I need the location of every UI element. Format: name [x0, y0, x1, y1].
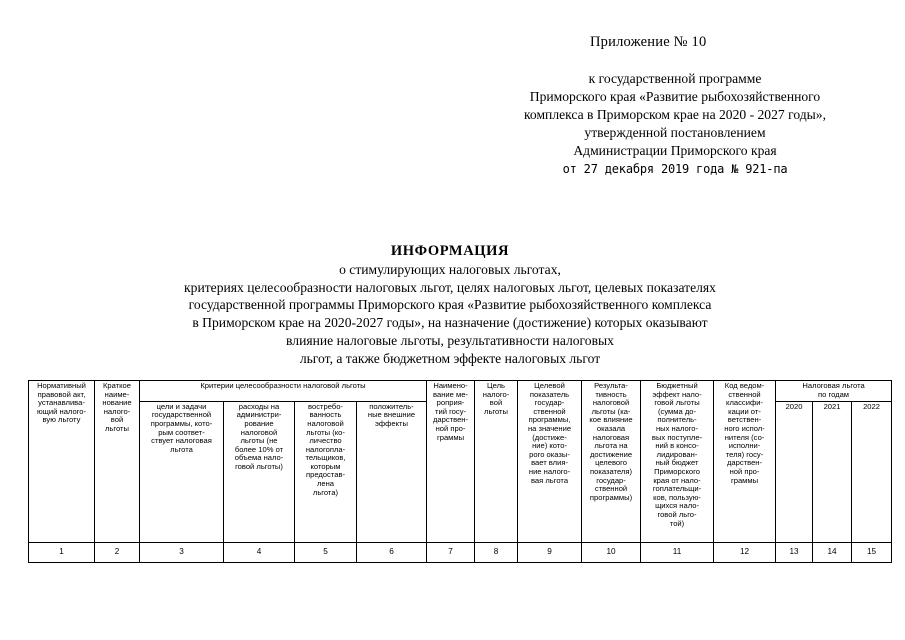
appendix-block — [480, 70, 870, 178]
header-benefit-name: Краткое наиме- нование налого- вой льготы — [95, 381, 140, 543]
heading-line: влияние налоговые льготы, результативности налоговых — [286, 332, 614, 348]
appendix-line: Администрации Приморского края — [573, 143, 777, 158]
heading-line: льгот, а также бюджетном эффекте налоговых льгот — [299, 350, 601, 366]
column-number: 6 — [357, 543, 427, 563]
appendix-decree: от 27 декабря 2019 года № 921-па — [562, 162, 788, 176]
appendix-line: Приморского края «Развитие рыбохозяйственного — [529, 89, 821, 104]
tax-benefits-table — [28, 380, 892, 563]
appendix-line: утвержденной постановлением — [584, 125, 766, 140]
header-years-group: Налоговая льгота по годам — [776, 381, 892, 402]
column-number: 9 — [518, 543, 582, 563]
appendix-line: к государственной программе — [588, 71, 762, 86]
header-program-activities: Наимено- вание ме- роприя- тий госу- дарствен- ной про- граммы — [427, 381, 475, 543]
header-criteria-demand: востребо- ванность налоговой льготы (ко- личество налогопла- тельщиков, которым предостав- лена льгота) — [295, 401, 357, 543]
column-number: 5 — [295, 543, 357, 563]
appendix-title: Приложение № 10 — [590, 34, 707, 50]
column-number: 2 — [95, 543, 140, 563]
header-year-2020: 2020 — [776, 401, 813, 543]
header-year-2021: 2021 — [813, 401, 852, 543]
document-title: ИНФОРМАЦИЯ — [390, 243, 510, 259]
appendix-line: комплекса в Приморском крае на 2020 - 2027 годы», — [524, 107, 826, 122]
heading-line: государственной программы Приморского края «Развитие рыбохозяйственного комплекса — [188, 297, 712, 313]
column-number: 14 — [813, 543, 852, 563]
header-benefit-goal: Цель налого- вой льготы — [475, 381, 518, 543]
column-number: 11 — [641, 543, 714, 563]
column-number: 3 — [140, 543, 224, 563]
column-number: 12 — [714, 543, 776, 563]
header-criteria-effects: положитель- ные внешние эффекты — [357, 401, 427, 543]
heading-line: о стимулирующих налоговых льготах, — [339, 261, 561, 277]
column-number: 13 — [776, 543, 813, 563]
column-number: 1 — [29, 543, 95, 563]
header-legal-act: Нормативный правовой акт, устанавлива- ющий налого- вую льготу — [29, 381, 95, 543]
header-year-2022: 2022 — [852, 401, 892, 543]
column-number: 15 — [852, 543, 892, 563]
column-number: 8 — [475, 543, 518, 563]
column-number: 10 — [582, 543, 641, 563]
header-criteria-group: Критерии целесообразности налоговой льготы — [140, 381, 427, 402]
column-number: 7 — [427, 543, 475, 563]
header-criteria-goals: цели и задачи государственной программы, кото- рым соответ- ствует налоговая льгота — [140, 401, 224, 543]
heading-line: в Приморском крае на 2020-2027 годы», на назначение (достижение) которых оказывают — [192, 315, 708, 331]
header-effectiveness: Результа- тивность налоговой льготы (ка- кое влияние оказала налоговая льгота на достижение целевого показателя) государ- ственной программы) — [582, 381, 641, 543]
header-target-indicator: Целевой показатель государ- ственной программы, на значение (достиже- ние) кото- рого оказы- вает влия- ние налого- вая льгота — [518, 381, 582, 543]
header-criteria-costs: расходы на администри- рование налоговой льготы (не более 10% от объема нало- говой льготы) — [224, 401, 295, 543]
document-heading — [120, 243, 780, 368]
column-number: 4 — [224, 543, 295, 563]
header-budget-effect: Бюджетный эффект нало- говой льготы (сумма до- полнитель- ных налого- вых поступле- ний в консо- лидирован- ный бюджет Приморского края от нало- гоплательщи- ков, пользую- щихся нало- говой льго- той) — [641, 381, 714, 543]
heading-line: критериях целесообразности налоговых льгот, целях налоговых льгот, целевых показателях — [184, 279, 716, 295]
header-department-code: Код ведом- ственной классифи- кации от- ветствен- ного испол- нителя (со- исполни- теля) госу- дарствен- ной про- граммы — [714, 381, 776, 543]
